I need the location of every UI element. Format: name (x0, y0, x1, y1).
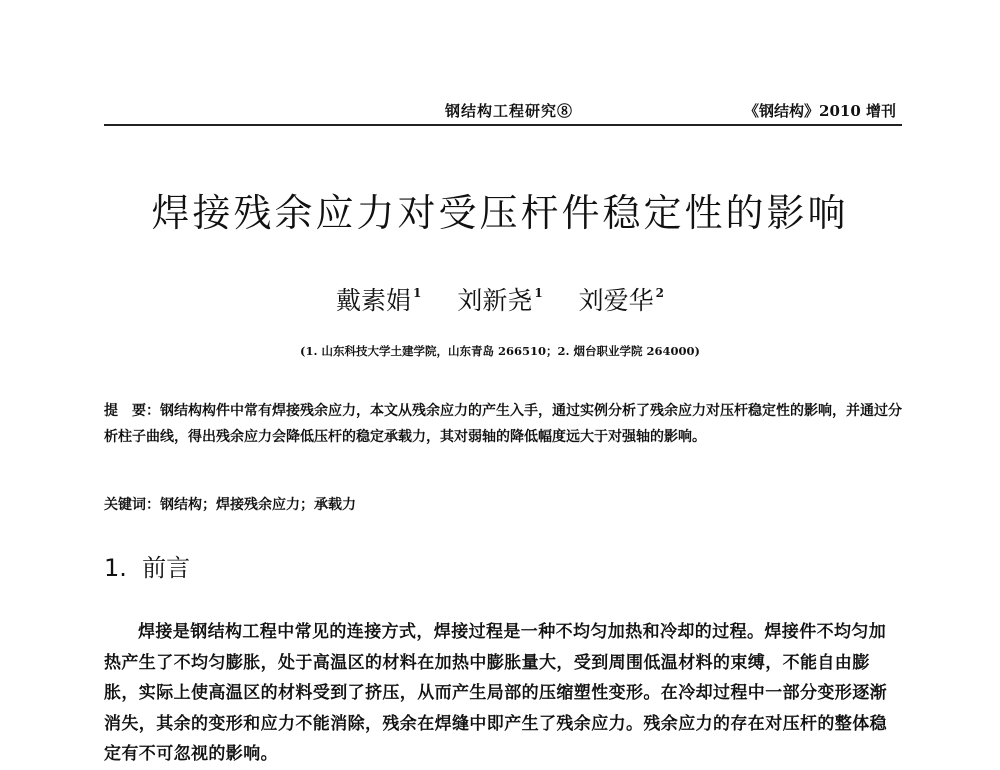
body-paragraph: 焊接是钢结构工程中常见的连接方式，焊接过程是一种不均匀加热和冷却的过程。焊接件不均匀加热产生了不均匀膨胀，处于高温区的材料在加热中膨胀量大，受到周围低温材料的束缚，不能自由膨胀，实际上使高温区的材料受到了挤压，从而产生局部的压缩塑性变形。在冷却过程中一部分变形逐渐消失，其余的变形和应力不能消除，残余在焊缝中即产生了残余应力。残余应力的存在对压杆的整体稳定有不可忽视的影响。 (104, 622, 887, 764)
section-title: 前言 (142, 554, 191, 582)
keywords-label: 关键词： (104, 497, 160, 513)
author-name: 刘新尧 (457, 286, 533, 315)
abstract (104, 398, 902, 450)
affiliation-mark: 1 (413, 286, 422, 300)
keywords (104, 494, 902, 514)
affiliation-mark: 1 (534, 286, 543, 300)
author-1 (336, 286, 421, 315)
author-name: 戴素娟 (335, 286, 411, 315)
running-header-left: 钢结构工程研究⑧ (445, 102, 574, 120)
author-3 (579, 286, 664, 315)
author-2 (457, 286, 542, 315)
abstract-text: 钢结构构件中常有焊接残余应力，本文从残余应力的产生入手，通过实例分析了残余应力对压杆稳定性的影响，并通过分析柱子曲线，得出残余应力会降低压杆的稳定承载力，其对弱轴的降低幅度远大于对强轴的影响。 (104, 403, 902, 445)
section-number: 1. (104, 554, 127, 582)
author-name: 刘爱华 (578, 286, 654, 315)
affiliation-mark: 2 (655, 286, 665, 300)
paper-title: 焊接残余应力对受压杆件稳定性的影响 (151, 191, 849, 235)
keywords-text: 钢结构；焊接残余应力；承载力 (160, 497, 356, 513)
affiliation: (1. 山东科技大学土建学院，山东青岛 266510；2. 烟台职业学院 264000) (300, 344, 700, 358)
header-rule (104, 124, 902, 126)
authors (0, 281, 1000, 317)
running-header-right: 《钢结构》2010 增刊 (744, 102, 896, 120)
section-heading (104, 548, 190, 583)
abstract-label: 提 要： (104, 403, 160, 419)
